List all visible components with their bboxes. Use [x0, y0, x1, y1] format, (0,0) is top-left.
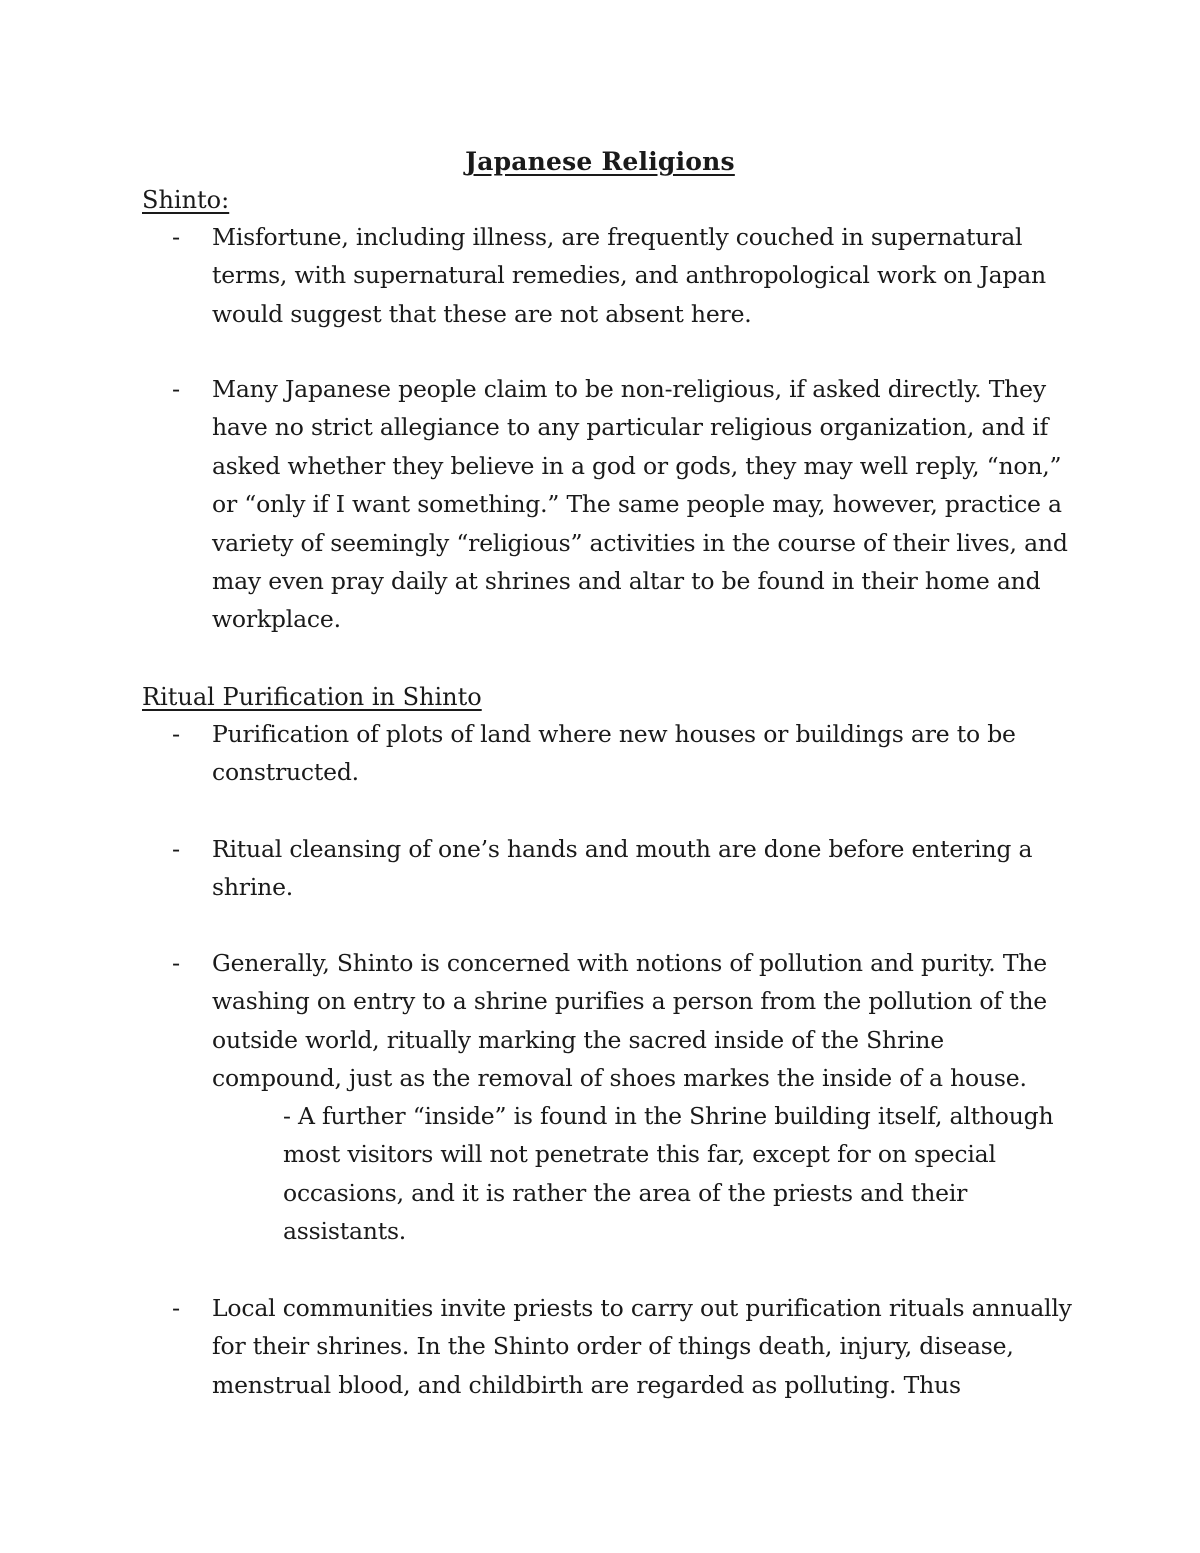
bullet-text: Local communities invite priests to carry out purification rituals annually for their shrines. In the Shinto order of things death, injury, disease, menstrual blood, and childbirth are regarded as polluting. Thus	[212, 1294, 1072, 1399]
bullet-dash: -	[172, 375, 181, 403]
section-heading-ritual-purification: Ritual Purification in Shinto	[142, 683, 482, 711]
section-heading-shinto: Shinto:	[142, 186, 230, 214]
sub-bullet-text: - A further “inside” is found in the Shrine building itself, although most visitors will not penetrate this far, except for on special occasions, and it is rather the area of the priests and their assistants.	[283, 1102, 1054, 1246]
bullet-text: Misfortune, including illness, are frequently couched in supernatural terms, with supernatural remedies, and anthropological work on Japan would suggest that these are not absent here.	[212, 223, 1046, 328]
bullet-text: Generally, Shinto is concerned with notions of pollution and purity. The washing on entry to a shrine purifies a person from the pollution of the outside world, ritually marking the sacred inside of the Shrine compound, just as the removal of shoes markes the inside of a house.	[212, 949, 1048, 1093]
bullet-text: Ritual cleansing of one’s hands and mouth are done before entering a shrine.	[212, 835, 1033, 902]
bullet-dash: -	[172, 835, 181, 863]
bullet-dash: -	[172, 1294, 181, 1322]
bullet-text: Purification of plots of land where new houses or buildings are to be constructed.	[212, 720, 1016, 787]
bullet-dash: -	[172, 949, 181, 977]
bullet-dash: -	[172, 223, 181, 251]
bullet-dash: -	[172, 720, 181, 748]
document-title: Japanese Religions	[465, 147, 735, 176]
bullet-text: Many Japanese people claim to be non-religious, if asked directly. They have no strict allegiance to any particular religious organization, and if asked whether they believe in a god or gods, they may well reply, “non,” or “only if I want something.” The same people may, however, practice a variety of seemingly “religious” activities in the course of their lives, and may even pray daily at shrines and altar to be found in their home and workplace.	[212, 375, 1068, 634]
